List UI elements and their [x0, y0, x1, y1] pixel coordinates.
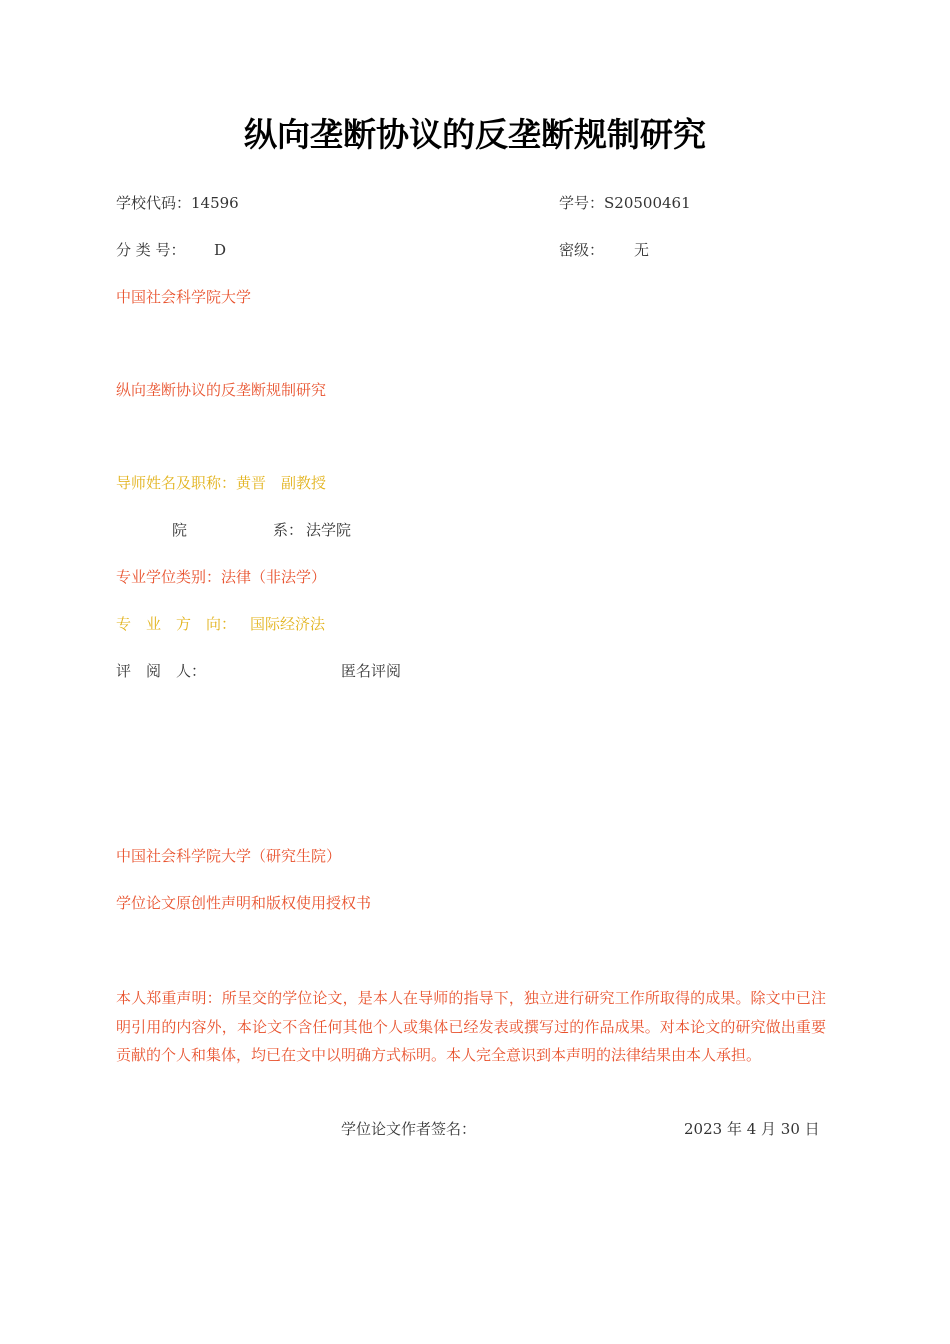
- reviewer-label: 评 阅 人：: [116, 662, 207, 680]
- security-label: 密级：: [559, 241, 605, 259]
- direction-value: 国际经济法: [250, 615, 326, 633]
- security-value: 无: [634, 241, 650, 259]
- advisor: 导师姓名及职称：黄晋 副教授: [116, 474, 327, 492]
- direction-label: 专 业 方 向：: [116, 615, 237, 633]
- grad-school: 中国社会科学院大学（研究生院）: [116, 847, 342, 865]
- reviewer-value: 匿名评阅: [341, 662, 402, 680]
- student-id: 学号：S20500461: [559, 194, 691, 212]
- school-code: 学校代码：14596: [116, 194, 239, 212]
- declaration-text: 本人郑重声明：所呈交的学位论文，是本人在导师的指导下，独立进行研究工作所取得的成果。除文中已注明引用的内容外，本论文不含任何其他个人或集体已经发表或撰写过的作品成果。对本论文的研究做出重要贡献的个人和集体，均已在文中以明确方式标明。本人完全意识到本声明的法律结果由本人承担。: [116, 989, 826, 1064]
- document-title: 纵向垄断协议的反垄断规制研究: [244, 115, 706, 154]
- department-value: 法学院: [306, 521, 352, 539]
- thesis-title: 纵向垄断协议的反垄断规制研究: [116, 381, 327, 399]
- department-label-2: 系：: [273, 521, 304, 539]
- department-label-1: 院: [172, 521, 188, 539]
- university-name: 中国社会科学院大学: [116, 288, 252, 306]
- signature-date: 2023 年 4 月 30 日: [684, 1120, 820, 1138]
- declaration-title: 学位论文原创性声明和版权使用授权书: [116, 894, 372, 912]
- class-number-value: D: [214, 241, 227, 259]
- class-number-label: 分 类 号：: [116, 241, 186, 259]
- degree-type: 专业学位类别：法律（非法学）: [116, 568, 327, 586]
- signature-label: 学位论文作者签名：: [341, 1120, 477, 1138]
